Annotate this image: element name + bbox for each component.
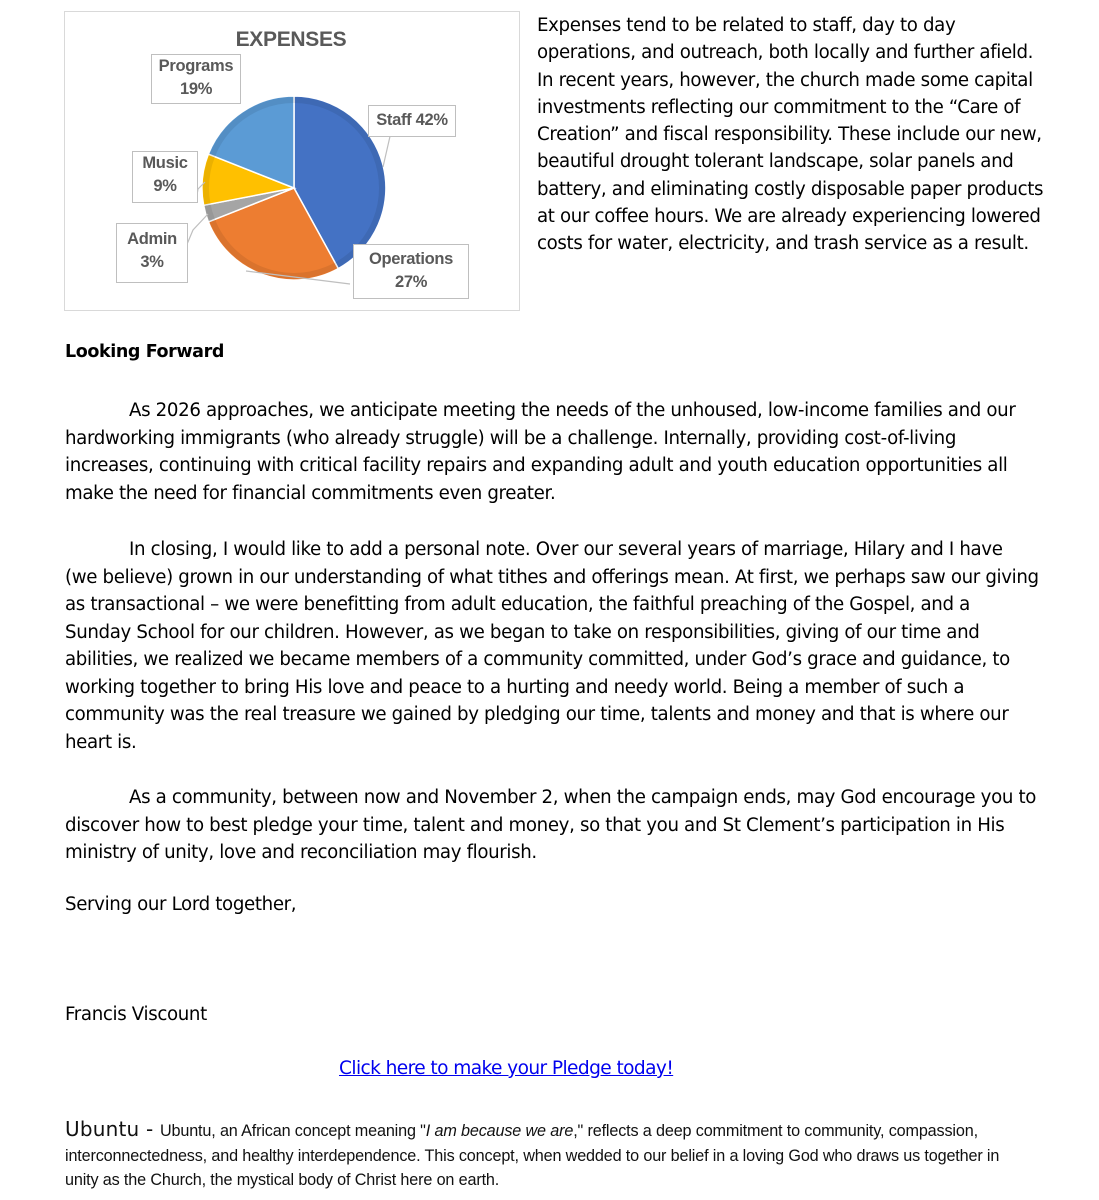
callout-label: Staff 42% — [376, 111, 448, 129]
callout-staff — [368, 105, 456, 137]
callout-label: Music — [142, 154, 188, 172]
section-heading-looking-forward: Looking Forward — [65, 342, 224, 362]
ubuntu-note — [65, 1117, 1025, 1193]
ubuntu-term: Ubuntu — [65, 1117, 140, 1141]
callout-admin — [116, 223, 188, 283]
ubuntu-rest: ," reflects a deep commitment to community, compassion, interconnectedness, and healthy interdependence. This concept, when wedded to our belief in a loving God who draws us together in unity as the Church, the mystical body of Christ here on earth. — [65, 1122, 1000, 1189]
paragraph-2026-outlook: As 2026 approaches, we anticipate meeting the needs of the unhoused, low-income families and our hardworking immigrants (who already struggle) will be a challenge. Internally, providing cost-of-living increases, continuing with critical facility repairs and expanding adult and youth education opportunities all make the need for financial commitments even greater. — [65, 400, 1016, 504]
ubuntu-quote: I am because we are — [425, 1122, 574, 1140]
callout-programs — [151, 54, 241, 104]
paragraph-campaign-appeal: As a community, between now and November 2, when the campaign ends, may God encourage you to discover how to best pledge your time, talent and money, so that you and St Clement’s participation in His ministry of unity, love and reconciliation may flourish. — [65, 787, 1037, 863]
callout-label: Programs — [158, 57, 234, 75]
callout-value: 9% — [153, 177, 177, 195]
expenses-description: Expenses tend to be related to staff, day to day operations, and outreach, both locally and further afield. In recent years, however, the church made some capital investments reflecting our commitment to the “Care of Creation” and fiscal responsibility. These include our new, beautiful drought tolerant landscape, solar panels and battery, and eliminating costly disposable paper products at our coffee hours. We are already experiencing lowered costs for water, electricity, and trash service as a result. — [537, 15, 1044, 255]
callout-music — [132, 151, 198, 203]
ubuntu-lead: Ubuntu, an African concept meaning " — [159, 1122, 426, 1140]
callout-operations — [353, 244, 469, 299]
expenses-chart — [64, 11, 520, 311]
paragraph-personal-note: In closing, I would like to add a personal note. Over our several years of marriage, Hilary and I have (we believe) grown in our understanding of what tithes and offerings mean. At first, we perhaps saw our giving as transactional – we were benefitting from adult education, the faithful preaching of the Gospel, and a Sunday School for our children. However, as we began to take on responsibilities, giving of our time and abilities, we realized we became members of a community committed, under God’s grace and guidance, to working together to bring His love and peace to a hurting and needy world. Being a member of such a community was the real treasure we gained by pledging our time, talents and money and that is where our heart is. — [65, 539, 1039, 753]
chart-title: EXPENSES — [235, 28, 347, 51]
pledge-link[interactable]: Click here to make your Pledge today! — [339, 1058, 674, 1079]
signature-name: Francis Viscount — [65, 1004, 207, 1025]
callout-label: Admin — [127, 230, 177, 248]
callout-value: 3% — [140, 253, 164, 271]
callout-value: 19% — [179, 80, 213, 98]
callout-label: Operations — [368, 250, 454, 268]
ubuntu-dash: - — [139, 1117, 160, 1141]
closing-salutation: Serving our Lord together, — [65, 894, 297, 915]
callout-value: 27% — [394, 273, 428, 291]
